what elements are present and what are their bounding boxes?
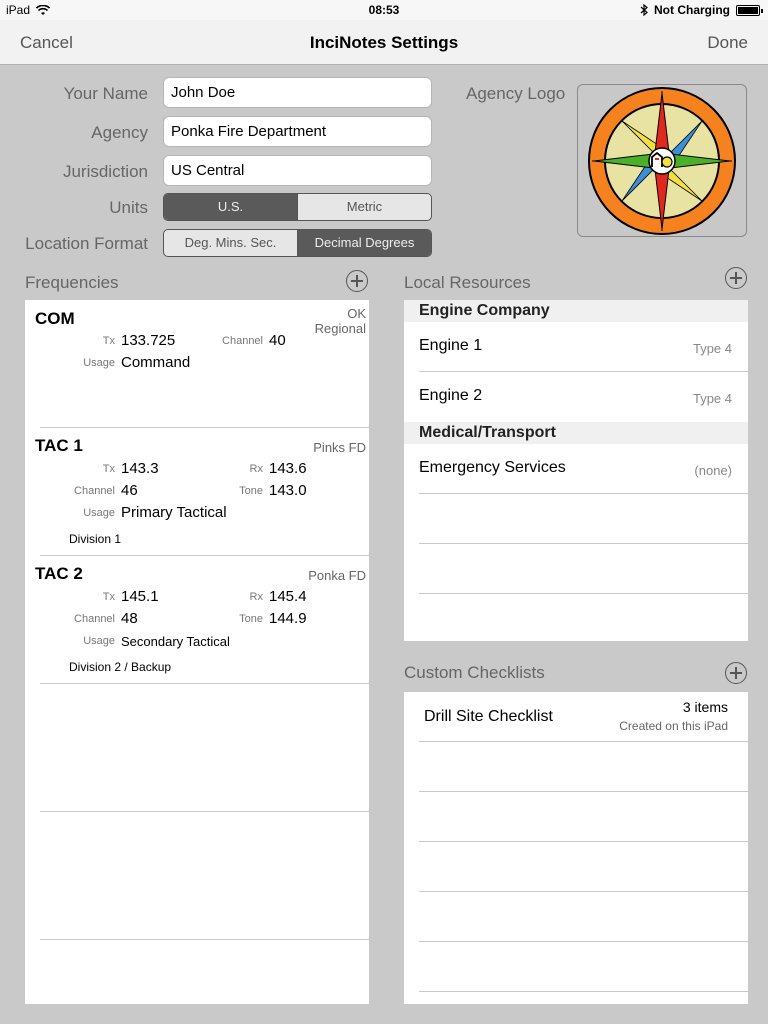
agency-field[interactable] (163, 116, 432, 147)
row-divider (419, 593, 748, 594)
location-option-dms[interactable]: Deg. Mins. Sec. (184, 235, 277, 250)
usage-label: Usage (83, 635, 115, 647)
tone-label: Tone (239, 485, 263, 497)
status-time: 08:53 (368, 3, 400, 17)
rx-label: Rx (249, 463, 263, 475)
checklist-name: Drill Site Checklist (424, 708, 553, 725)
tx-label: Tx (102, 591, 115, 603)
channel-value: 48 (121, 610, 138, 627)
resource-name: Engine 2 (419, 387, 483, 404)
charging-status: Not Charging (654, 3, 730, 17)
cancel-button[interactable]: Cancel (20, 33, 73, 52)
row-divider (419, 941, 748, 942)
frequency-item-tac2[interactable] (25, 556, 369, 684)
your-name-label: Your Name (63, 84, 148, 103)
tx-label: Tx (102, 463, 115, 475)
resource-group-header: Engine Company (404, 300, 748, 322)
resource-type: Type 4 (692, 391, 732, 406)
row-divider (419, 543, 748, 544)
bluetooth-icon (640, 4, 648, 16)
tone-value: 143.0 (269, 482, 307, 499)
usage-label: Usage (83, 357, 115, 369)
tx-value: 145.1 (121, 588, 159, 605)
add-resource-button[interactable] (725, 267, 747, 289)
jurisdiction-field[interactable] (163, 155, 432, 186)
resource-row[interactable] (404, 372, 748, 422)
resource-group-header: Medical/Transport (404, 422, 748, 444)
frequency-item-tac1[interactable] (25, 428, 369, 556)
units-option-us[interactable]: U.S. (164, 194, 297, 220)
resource-row[interactable] (404, 444, 748, 494)
frequency-agency: Pinks FD (313, 440, 366, 455)
rx-value: 145.4 (269, 588, 307, 605)
device-label: iPad (6, 3, 31, 17)
frequency-agency: OK Regional (314, 306, 366, 336)
location-option-decimal[interactable]: Decimal Degrees (297, 230, 431, 256)
navigation-bar (0, 20, 768, 65)
units-option-metric[interactable]: Metric (297, 194, 431, 220)
row-divider (419, 991, 748, 992)
frequency-agency: Ponka FD (308, 568, 366, 583)
jurisdiction-label: Jurisdiction (62, 162, 148, 181)
row-divider (40, 683, 369, 684)
agency-logo-button[interactable] (577, 84, 747, 237)
page-title: InciNotes Settings (309, 33, 459, 52)
tx-value: 143.3 (121, 460, 159, 477)
row-divider (40, 939, 369, 940)
tone-value: 144.9 (269, 610, 307, 627)
resource-name: Engine 1 (419, 337, 483, 354)
add-frequency-button[interactable] (346, 270, 368, 292)
row-divider (419, 791, 748, 792)
done-button[interactable]: Done (707, 33, 748, 52)
location-format-label: Location Format (25, 234, 148, 253)
row-divider (419, 891, 748, 892)
checklist-source: Created on this iPad (619, 719, 728, 733)
resource-name: Emergency Services (419, 459, 566, 476)
frequencies-list (25, 300, 369, 1004)
units-label: Units (109, 198, 148, 217)
local-resources-title: Local Resources (404, 273, 531, 292)
resource-type: Type 4 (692, 341, 732, 356)
frequency-item-com[interactable] (25, 300, 369, 428)
usage-value: Primary Tactical (121, 504, 227, 521)
checklist-count: 3 items (682, 699, 728, 715)
add-checklist-button[interactable] (725, 662, 747, 684)
row-divider (40, 811, 369, 812)
resource-type: (none) (694, 463, 732, 478)
agency-label: Agency (91, 123, 148, 142)
frequencies-title: Frequencies (25, 273, 119, 292)
usage-value: Secondary Tactical (121, 634, 230, 649)
row-divider (419, 493, 748, 494)
usage-label: Usage (83, 507, 115, 519)
frequency-name: TAC 2 (35, 564, 83, 583)
agency-logo-label: Agency Logo (466, 84, 566, 103)
resource-row[interactable] (404, 322, 748, 372)
frequency-name: TAC 1 (35, 436, 83, 455)
units-segmented-control (163, 193, 432, 221)
custom-checklists-title: Custom Checklists (404, 663, 545, 682)
checklist-row[interactable] (404, 692, 748, 742)
frequency-note: Division 2 / Backup (69, 660, 172, 674)
channel-label: Channel (222, 335, 263, 347)
channel-value: 40 (269, 332, 286, 349)
frequency-name: COM (35, 309, 75, 328)
rx-value: 143.6 (269, 460, 307, 477)
custom-checklists-list (404, 692, 748, 1004)
location-format-segmented-control (163, 229, 432, 257)
battery-icon (736, 5, 760, 16)
frequency-note: Division 1 (69, 532, 122, 546)
status-bar (0, 0, 768, 20)
channel-label: Channel (74, 485, 115, 497)
compass-logo-icon (586, 85, 738, 237)
row-divider (419, 741, 748, 742)
local-resources-list (404, 300, 748, 641)
tx-label: Tx (102, 335, 115, 347)
channel-value: 46 (121, 482, 138, 499)
tx-value: 133.725 (121, 332, 176, 349)
status-right (640, 3, 760, 17)
channel-label: Channel (74, 613, 115, 625)
usage-value: Command (121, 354, 191, 371)
rx-label: Rx (249, 591, 263, 603)
row-divider (419, 841, 748, 842)
tone-label: Tone (239, 613, 263, 625)
your-name-field[interactable] (163, 77, 432, 108)
